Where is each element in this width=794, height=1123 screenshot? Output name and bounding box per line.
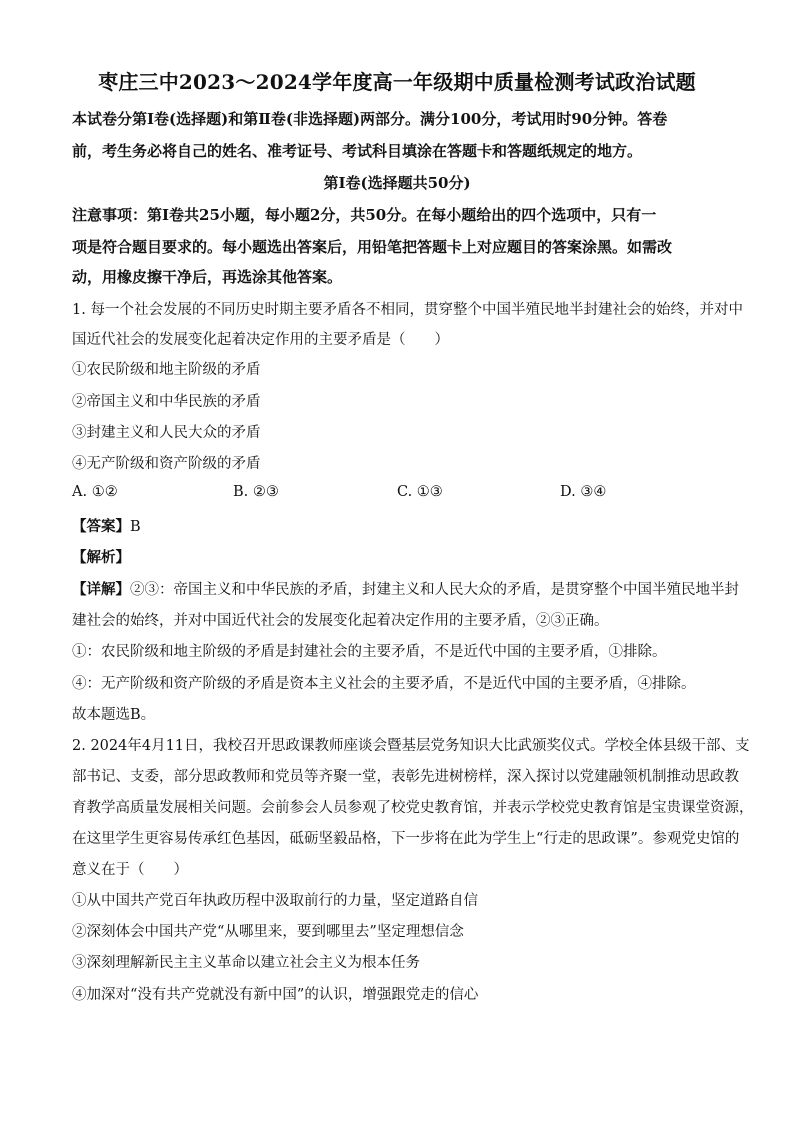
q1-item-3: ③封建主义和人民大众的矛盾 <box>72 425 261 441</box>
q1-choice-c: C. ①③ <box>397 484 443 500</box>
section-title: 第Ⅰ卷(选择题共50分) <box>323 174 471 192</box>
q1-detail-line-3: ①：农民阶级和地主阶级的矛盾是封建社会的主要矛盾，不是近代中国的主要矛盾，①排除。 <box>72 644 667 660</box>
q1-detail-line-5: 故本题选B。 <box>72 707 156 723</box>
q2-item-2: ②深刻体会中国共产党“从哪里来，要到哪里去”坚定理想信念 <box>72 924 464 940</box>
q2-stem-line-5: 意义在于（ ） <box>72 862 188 878</box>
intro-line-2: 前，考生务必将自己的姓名、准考证号、考试科目填涂在答题卡和答题纸规定的地方。 <box>72 142 643 160</box>
q1-item-1: ①农民阶级和地主阶级的矛盾 <box>72 362 261 378</box>
notice-line-1: 注意事项：第Ⅰ卷共25小题，每小题2分，共50分。在每小题给出的四个选项中，只有一 <box>72 206 657 224</box>
answer-tag: 【答案】 <box>72 518 130 535</box>
q1-stem-line-2: 国近代社会的发展变化起着决定作用的主要矛盾是（ ） <box>72 332 449 348</box>
q2-item-1: ①从中国共产党百年执政历程中汲取前行的力量，坚定道路自信 <box>72 893 478 909</box>
q1-choice-b: B. ②③ <box>233 484 279 500</box>
q2-stem-line-2: 部书记、支委，部分思政教师和党员等齐聚一堂，表彰先进树榜样，深入探讨以党建融领机制推动思政教 <box>72 769 739 785</box>
q1-item-2: ②帝国主义和中华民族的矛盾 <box>72 394 261 410</box>
q1-choice-d: D. ③④ <box>560 484 607 500</box>
q1-detail-line-1 <box>72 578 739 599</box>
q1-answer <box>72 515 141 536</box>
q2-stem-line-3: 育教学高质量发展相关问题。会前参会人员参观了校党史教育馆，并表示学校党史教育馆是宝贵课堂资源， <box>72 800 754 816</box>
q1-stem-line-1: 1. 每一个社会发展的不同历史时期主要矛盾各不相同，贯穿整个中国半殖民地半封建社会的始终，并对中 <box>72 302 743 318</box>
q2-item-4: ④加深对“没有共产党就没有新中国”的认识，增强跟党走的信心 <box>72 987 479 1003</box>
analysis-tag: 【解析】 <box>72 549 130 566</box>
q1-item-4: ④无产阶级和资产阶级的矛盾 <box>72 456 261 472</box>
q2-stem-line-1: 2. 2024年4月11日，我校召开思政课教师座谈会暨基层党务知识大比武颁奖仪式。学校全体县级干部、支 <box>72 738 750 754</box>
q2-item-3: ③深刻理解新民主主义革命以建立社会主义为根本任务 <box>72 955 420 971</box>
q1-analysis-tag <box>72 546 130 567</box>
q2-stem-line-4: 在这里学生更容易传承红色基因，砥砺坚毅品格，下一步将在此为学生上“行走的思政课”。参观党史馆的 <box>72 831 740 847</box>
answer-value: B <box>130 519 141 535</box>
q1-detail-line-2: 建社会的始终，并对中国近代社会的发展变化起着决定作用的主要矛盾，②③正确。 <box>72 613 609 629</box>
intro-line-1: 本试卷分第Ⅰ卷(选择题)和第Ⅱ卷(非选择题)两部分。满分100分，考试用时90分钟。答卷 <box>72 110 668 128</box>
q1-detail-line-4: ④：无产阶级和资产阶级的矛盾是资本主义社会的主要矛盾，不是近代中国的主要矛盾，④排除。 <box>72 676 696 692</box>
notice-line-2: 项是符合题目要求的。每小题选出答案后，用铅笔把答题卡上对应题目的答案涂黑。如需改 <box>72 238 673 256</box>
notice-line-3: 动，用橡皮擦干净后，再选涂其他答案。 <box>72 268 343 286</box>
detail-text-1: ②③：帝国主义和中华民族的矛盾，封建主义和人民大众的矛盾，是贯穿整个中国半殖民地半封 <box>130 582 739 598</box>
detail-tag: 【详解】 <box>72 581 130 598</box>
exam-title: 枣庄三中2023～2024学年度高一年级期中质量检测考试政治试题 <box>98 70 696 94</box>
q1-choice-a: A. ①② <box>72 484 118 500</box>
